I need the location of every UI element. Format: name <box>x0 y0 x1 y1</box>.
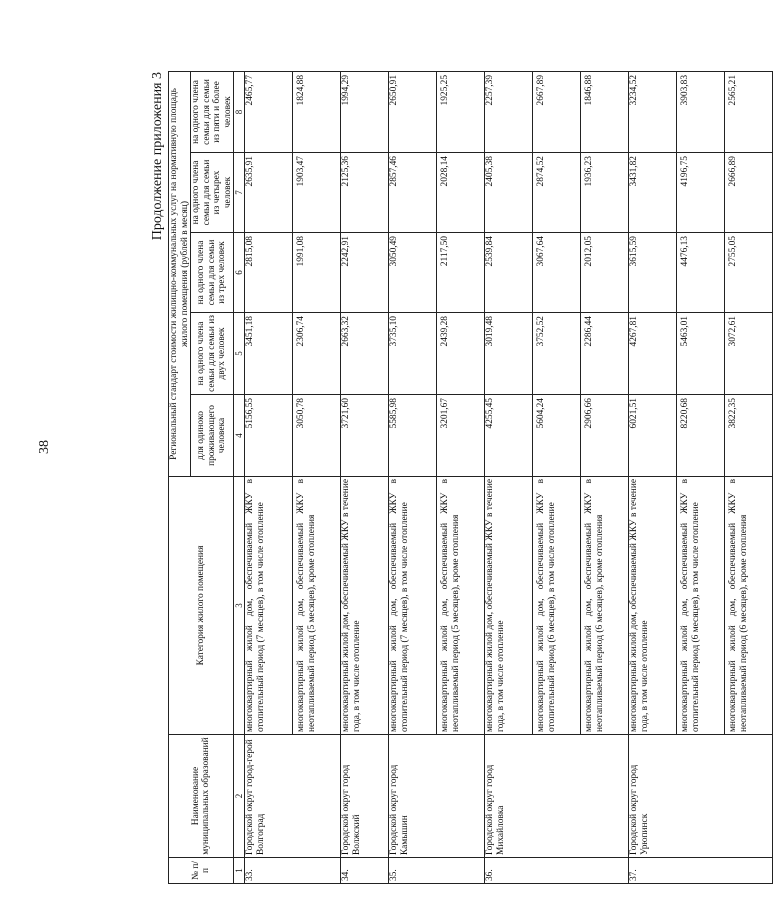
value-family-5: 1925,25 <box>437 71 485 152</box>
value-family-3: 2815,08 <box>245 233 293 313</box>
municipality-name: Городской округ город Камышин <box>389 735 485 858</box>
value-family-4: 1903,47 <box>293 153 341 233</box>
value-single: 5585,98 <box>389 395 437 477</box>
value-family-4: 2405,38 <box>485 153 533 233</box>
municipality-name: Городской округ город Михайловка <box>485 735 629 858</box>
value-family-5: 1994,29 <box>341 71 389 152</box>
value-single: 6021,51 <box>629 395 677 477</box>
page-number: 38 <box>37 440 52 454</box>
value-family-2: 3019,48 <box>485 313 533 395</box>
value-single: 3050,78 <box>293 395 341 477</box>
housing-category: многоквартирный жилой дом, обеспечиваемый ЖКУ в отопительный период (7 месяцев), в том числе отопление <box>245 477 293 735</box>
value-family-4: 2874,52 <box>533 153 581 233</box>
row-number: 33. <box>245 858 341 884</box>
value-family-4: 4196,75 <box>677 153 725 233</box>
value-single: 3201,67 <box>437 395 485 477</box>
table-row <box>341 71 389 883</box>
value-family-2: 4267,81 <box>629 313 677 395</box>
municipality-name: Городской округ город Урюпинск <box>629 735 773 858</box>
housing-category: многоквартирный жилой дом, обеспечиваемый ЖКУ в течение года, в том числе отопление <box>485 477 533 735</box>
col-number: 3 <box>234 477 245 735</box>
value-family-5: 2257,39 <box>485 71 533 152</box>
value-family-2: 2439,28 <box>437 313 485 395</box>
value-family-4: 2666,89 <box>725 153 773 233</box>
col-header-single: для одиноко проживающего человека <box>191 395 234 477</box>
value-family-4: 2857,46 <box>389 153 437 233</box>
municipality-name: Городской округ город Волжский <box>341 735 389 858</box>
value-family-2: 5463,01 <box>677 313 725 395</box>
value-family-5: 2667,89 <box>533 71 581 152</box>
col-header-no: № п/п <box>169 858 234 884</box>
value-family-3: 3067,64 <box>533 233 581 313</box>
value-family-3: 3615,59 <box>629 233 677 313</box>
housing-category: многоквартирный жилой дом, обеспечиваемый ЖКУ в отопительный период (6 месяцев), в том числе отопление <box>677 477 725 735</box>
appendix-heading: Продолжение приложения 3 <box>150 72 165 241</box>
value-family-2: 2663,32 <box>341 313 389 395</box>
value-single: 8220,68 <box>677 395 725 477</box>
value-family-5: 1824,88 <box>293 71 341 152</box>
value-family-5: 3234,52 <box>629 71 677 152</box>
housing-category: многоквартирный жилой дом, обеспечиваемый ЖКУ в отопительный период (6 месяцев), в том числе отопление <box>533 477 581 735</box>
housing-category: многоквартирный жилой дом, обеспечиваемый ЖКУ в отопительный период (7 месяцев), в том числе отопление <box>389 477 437 735</box>
value-single: 3721,60 <box>341 395 389 477</box>
housing-category: многоквартирный жилой дом, обеспечиваемый ЖКУ в неотапливаемый период (5 месяцев), кроме отопления <box>293 477 341 735</box>
table-row <box>389 71 437 883</box>
value-family-5: 1846,88 <box>581 71 629 152</box>
rotated-sheet <box>150 72 749 884</box>
value-family-3: 4476,13 <box>677 233 725 313</box>
value-family-5: 2465,77 <box>245 71 293 152</box>
col-header-family-5: на одного члена семьи для семьи из пяти и более человек <box>191 71 234 152</box>
value-family-2: 3752,52 <box>533 313 581 395</box>
value-family-2: 3451,18 <box>245 313 293 395</box>
col-header-standard-group: Региональный стандарт стоимости жилищно-коммунальных услуг на нормативную площадь жилого помещения (рублей в месяц) <box>169 71 191 476</box>
value-family-2: 3072,61 <box>725 313 773 395</box>
value-family-4: 2635,91 <box>245 153 293 233</box>
value-family-4: 2125,36 <box>341 153 389 233</box>
municipality-name: Городской округ город-герой Волгоград <box>245 735 341 858</box>
value-family-4: 2028,14 <box>437 153 485 233</box>
row-number: 35. <box>389 858 485 884</box>
col-header-family-2: на одного члена семьи для семьи из двух человек <box>191 313 234 395</box>
value-family-2: 2286,44 <box>581 313 629 395</box>
value-family-2: 3735,10 <box>389 313 437 395</box>
value-family-3: 1991,08 <box>293 233 341 313</box>
col-header-name: Наименование муниципальных образований <box>169 735 234 858</box>
col-number: 1 <box>234 858 245 884</box>
value-family-3: 2755,05 <box>725 233 773 313</box>
value-family-2: 2306,74 <box>293 313 341 395</box>
value-family-5: 3903,83 <box>677 71 725 152</box>
housing-category: многоквартирный жилой дом, обеспечиваемый ЖКУ в неотапливаемый период (6 месяцев), кроме отопления <box>725 477 773 735</box>
value-family-4: 3431,82 <box>629 153 677 233</box>
housing-category: многоквартирный жилой дом, обеспечиваемый ЖКУ в неотапливаемый период (6 месяцев), кроме отопления <box>581 477 629 735</box>
value-single: 2906,66 <box>581 395 629 477</box>
header-row-top <box>169 71 191 883</box>
column-number-row <box>234 71 245 883</box>
col-header-category: Категория жилого помещения <box>169 477 234 735</box>
col-number: 6 <box>234 233 245 313</box>
table-row <box>629 71 677 883</box>
col-number: 7 <box>234 153 245 233</box>
value-family-3: 2539,84 <box>485 233 533 313</box>
col-header-family-3: на одного члена семьи для семьи из трех человек <box>191 233 234 313</box>
row-number: 36. <box>485 858 629 884</box>
col-number: 8 <box>234 71 245 152</box>
value-family-5: 2650,91 <box>389 71 437 152</box>
housing-category: многоквартирный жилой дом, обеспечиваемый ЖКУ в неотапливаемый период (5 месяцев), кроме отопления <box>437 477 485 735</box>
value-family-3: 2012,05 <box>581 233 629 313</box>
value-family-3: 2242,91 <box>341 233 389 313</box>
row-number: 34. <box>341 858 389 884</box>
col-number: 2 <box>234 735 245 858</box>
value-single: 3822,35 <box>725 395 773 477</box>
table-row <box>245 71 293 883</box>
value-family-3: 3050,49 <box>389 233 437 313</box>
housing-category: многоквартирный жилой дом, обеспечиваемый ЖКУ в течение года, в том числе отопление <box>629 477 677 735</box>
table-row <box>485 71 533 883</box>
value-family-4: 1936,23 <box>581 153 629 233</box>
col-header-family-4: на одного члена семьи для семьи из четырех человек <box>191 153 234 233</box>
standards-table <box>168 71 773 884</box>
col-number: 4 <box>234 395 245 477</box>
value-family-5: 2565,21 <box>725 71 773 152</box>
value-single: 4255,45 <box>485 395 533 477</box>
col-number: 5 <box>234 313 245 395</box>
value-family-3: 2117,50 <box>437 233 485 313</box>
value-single: 5604,24 <box>533 395 581 477</box>
row-number: 37. <box>629 858 773 884</box>
housing-category: многоквартирный жилой дом, обеспечиваемый ЖКУ в течение года, в том числе отопление <box>341 477 389 735</box>
value-single: 5156,55 <box>245 395 293 477</box>
